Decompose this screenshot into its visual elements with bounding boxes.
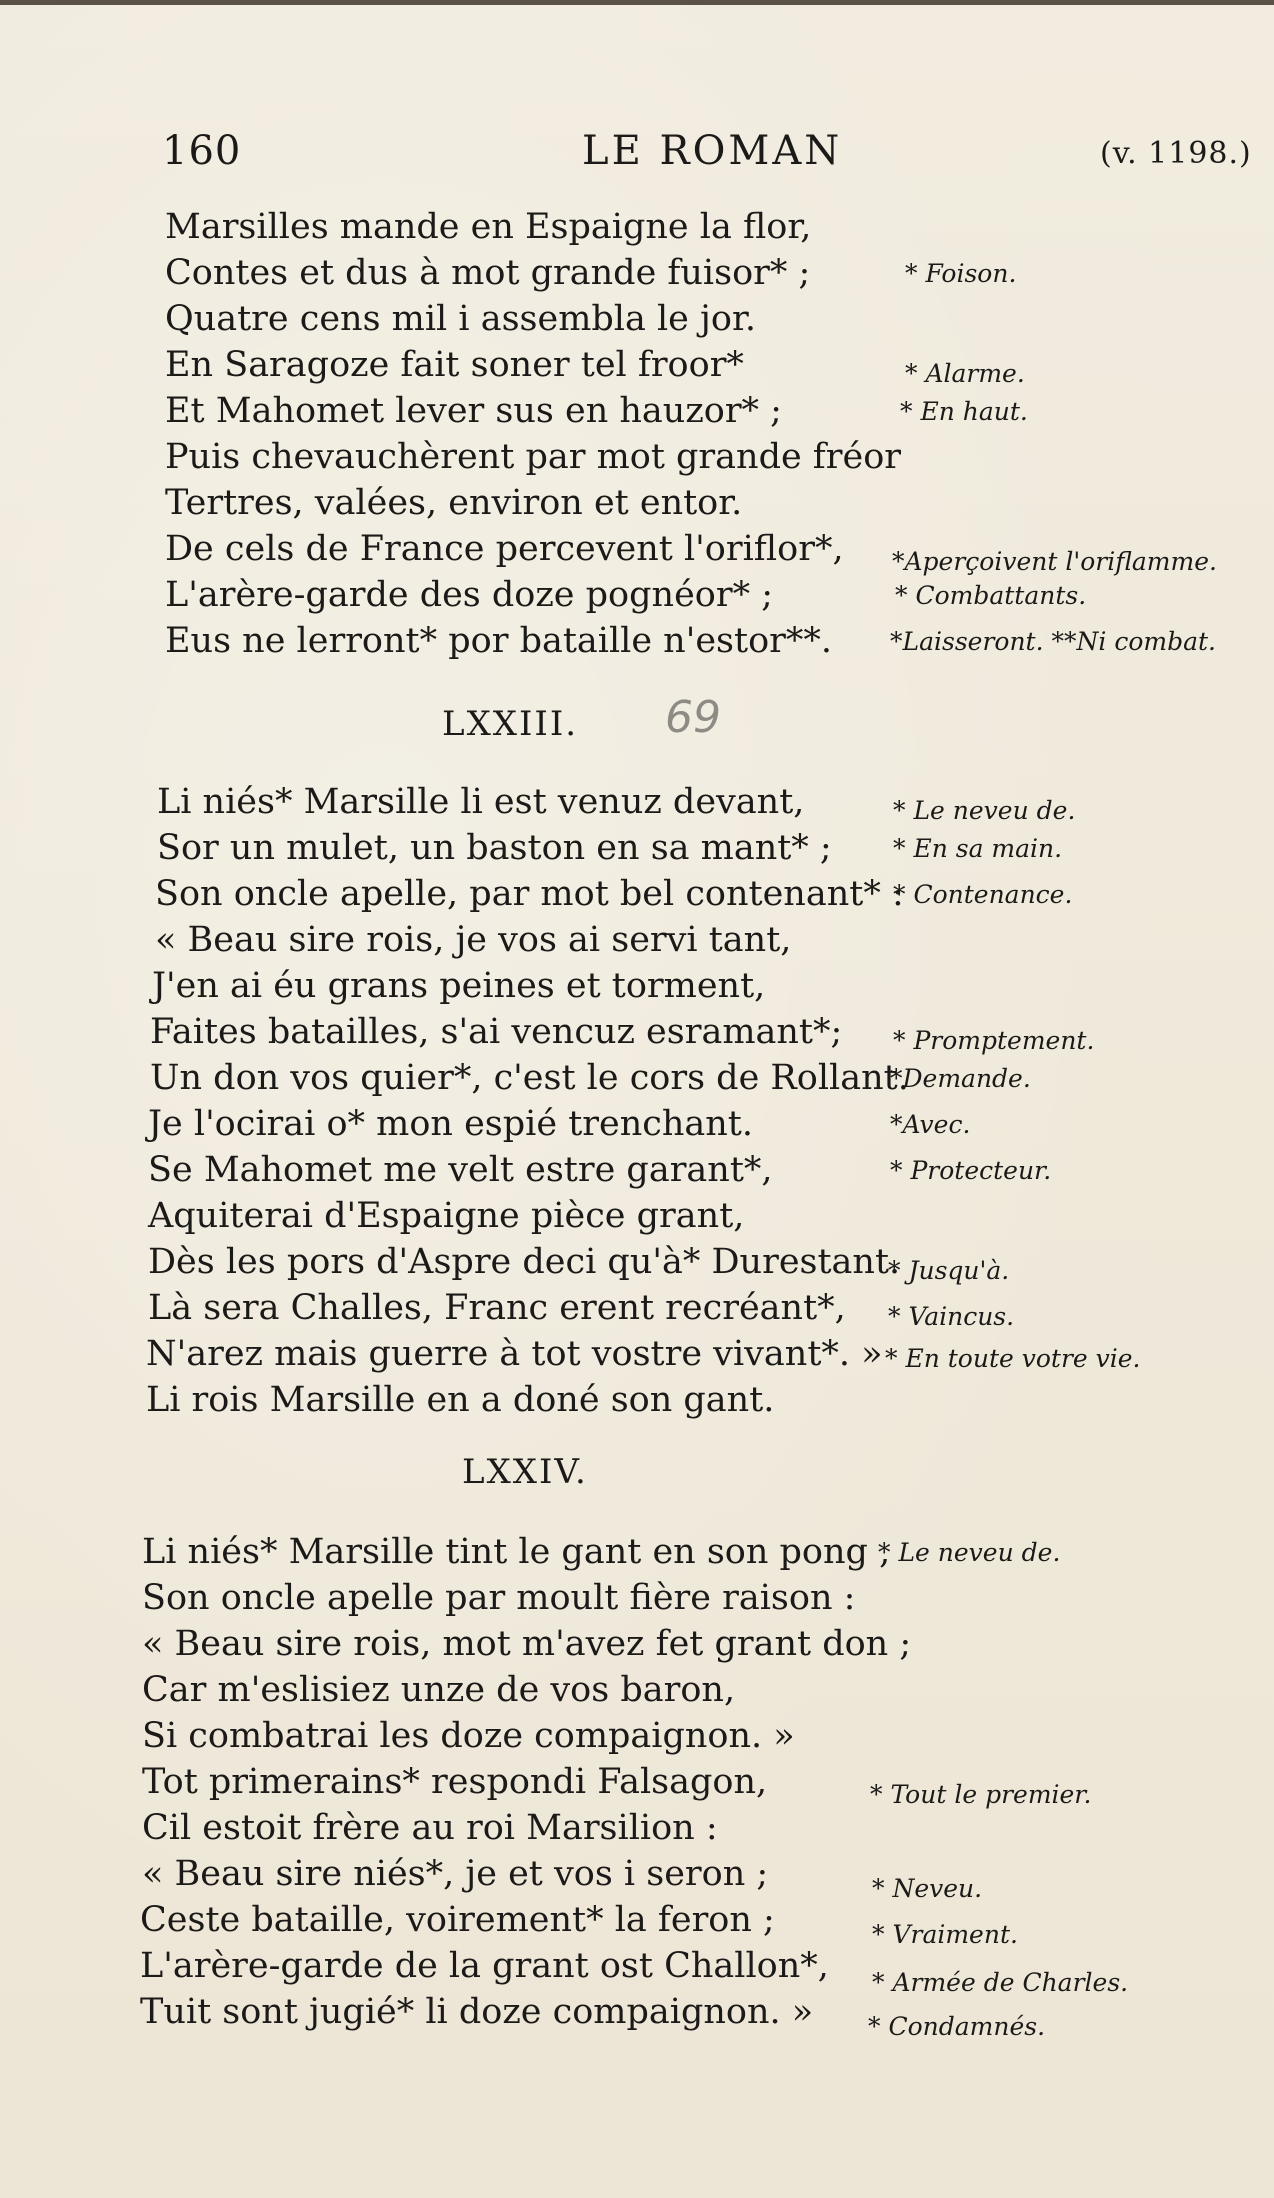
- verse-line: Son oncle apelle par moult fière raison :: [142, 1578, 856, 1618]
- gloss-note: * Le neveu de.: [878, 1538, 1061, 1567]
- verse-line: Tertres, valées, environ et entor.: [165, 483, 743, 523]
- page-number: 160: [162, 128, 242, 174]
- verse-line: Puis chevauchèrent par mot grande fréor: [165, 437, 902, 477]
- gloss-note: * Tout le premier.: [870, 1780, 1092, 1809]
- verse-line: Je l'ocirai o* mon espié trenchant.: [148, 1104, 753, 1144]
- verse-line: Un don vos quier*, c'est le cors de Rollant.: [150, 1058, 909, 1098]
- gloss-note: * Contenance.: [893, 880, 1073, 909]
- gloss-note: * Promptement.: [893, 1026, 1095, 1055]
- verse-line: J'en ai éu grans peines et torment,: [152, 966, 766, 1006]
- verse-line: Sor un mulet, un baston en sa mant* ;: [157, 828, 832, 868]
- verse-line: En Saragoze fait soner tel froor*: [165, 345, 744, 385]
- gloss-note: * Jusqu'à.: [888, 1256, 1010, 1285]
- verse-line: Là sera Challes, Franc erent recréant*,: [148, 1288, 846, 1328]
- gloss-note: * Alarme.: [905, 359, 1025, 388]
- verse-line: Li rois Marsille en a doné son gant.: [146, 1380, 775, 1420]
- verse-line: Et Mahomet lever sus en hauzor* ;: [165, 391, 782, 431]
- verse-line: Marsilles mande en Espaigne la flor,: [165, 207, 812, 247]
- gloss-note: * Le neveu de.: [893, 796, 1076, 825]
- verse-line: Eus ne lerront* por bataille n'estor**.: [165, 621, 833, 661]
- gloss-note: *Avec.: [890, 1110, 971, 1139]
- gloss-note: * Protecteur.: [890, 1156, 1052, 1185]
- verse-line: N'arez mais guerre à tot vostre vivant*. »: [146, 1334, 883, 1374]
- verse-line: Contes et dus à mot grande fuisor* ;: [165, 253, 811, 293]
- gloss-note: * Neveu.: [872, 1874, 983, 1903]
- top-edge: [0, 0, 1274, 5]
- gloss-note: * Condamnés.: [868, 2012, 1046, 2041]
- verse-line: Faites batailles, s'ai vencuz esramant*;: [150, 1012, 843, 1052]
- verse-line: De cels de France percevent l'oriflor*,: [165, 529, 844, 569]
- running-title: LE ROMAN: [582, 128, 843, 174]
- verse-line: Tot primerains* respondi Falsagon,: [142, 1762, 768, 1802]
- gloss-note: * Foison.: [905, 259, 1017, 288]
- verse-line: Tuit sont jugié* li doze compaignon. »: [140, 1992, 814, 2032]
- verse-line: Quatre cens mil i assembla le jor.: [165, 299, 756, 339]
- gloss-note: * En haut.: [900, 397, 1028, 426]
- verse-line: « Beau sire rois, mot m'avez fet grant don ;: [142, 1624, 912, 1664]
- verse-line: Si combatrai les doze compaignon. »: [142, 1716, 795, 1756]
- gloss-note: * Armée de Charles.: [872, 1968, 1129, 1997]
- verse-reference: (v. 1198.): [1100, 136, 1252, 171]
- section-heading: LXXIII.: [442, 704, 579, 744]
- section-heading: LXXIV.: [462, 1452, 588, 1492]
- verse-line: Cil estoit frère au roi Marsilion :: [142, 1808, 718, 1848]
- gloss-note: *Aperçoivent l'oriflamme.: [892, 547, 1217, 576]
- verse-line: Li niés* Marsille li est venuz devant,: [157, 782, 805, 822]
- verse-line: Li niés* Marsille tint le gant en son pong ,: [142, 1532, 891, 1572]
- gloss-note: * Vraiment.: [872, 1920, 1018, 1949]
- verse-line: Se Mahomet me velt estre garant*,: [148, 1150, 773, 1190]
- verse-line: Aquiterai d'Espaigne pièce grant,: [148, 1196, 745, 1236]
- verse-line: Car m'eslisiez unze de vos baron,: [142, 1670, 736, 1710]
- verse-line: Son oncle apelle, par mot bel contenant* :: [155, 874, 904, 914]
- gloss-note: *Demande.: [890, 1064, 1031, 1093]
- gloss-note: * Vaincus.: [888, 1302, 1015, 1331]
- gloss-note: * Combattants.: [895, 581, 1087, 610]
- verse-line: « Beau sire rois, je vos ai servi tant,: [155, 920, 792, 960]
- gloss-note: *Laisseront. **Ni combat.: [890, 627, 1216, 656]
- handwritten-annotation: 69: [665, 692, 721, 743]
- gloss-note: * En sa main.: [893, 834, 1063, 863]
- running-header: [0, 128, 1274, 188]
- verse-line: Dès les pors d'Aspre deci qu'à* Durestant.: [148, 1242, 901, 1282]
- verse-line: « Beau sire niés*, je et vos i seron ;: [142, 1854, 769, 1894]
- verse-line: L'arère-garde de la grant ost Challon*,: [140, 1946, 829, 1986]
- verse-line: Ceste bataille, voirement* la feron ;: [140, 1900, 775, 1940]
- gloss-note: * En toute votre vie.: [885, 1344, 1141, 1373]
- verse-line: L'arère-garde des doze pognéor* ;: [165, 575, 774, 615]
